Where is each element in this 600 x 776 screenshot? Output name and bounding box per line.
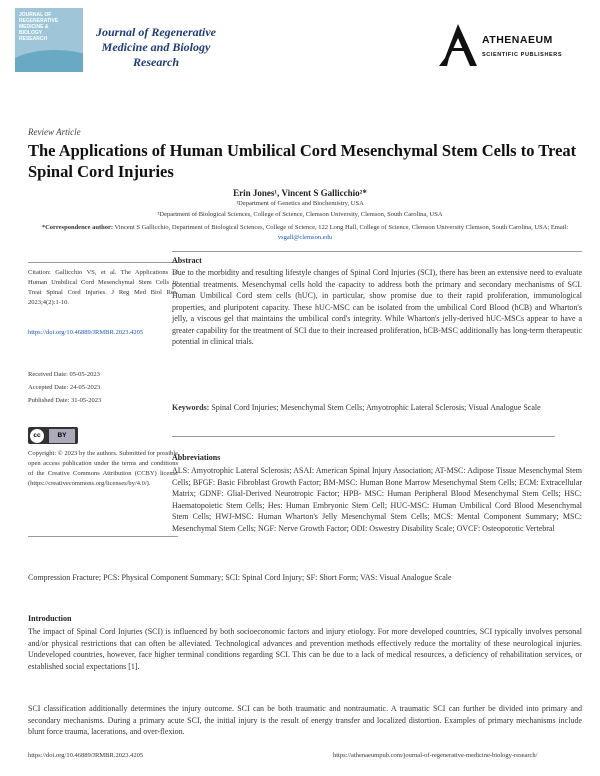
email-link[interactable]: vsgall@clemson.edu bbox=[277, 234, 333, 241]
affiliation-1: ¹Department of Genetics and Biochemistry, USA bbox=[236, 200, 364, 207]
article-type: Review Article bbox=[28, 127, 81, 137]
journal-title: Journal of Regenerative Medicine and Biology Research bbox=[96, 25, 216, 69]
publisher-logo-icon bbox=[437, 22, 479, 68]
keywords-rule bbox=[172, 436, 555, 437]
cover-wave-graphic bbox=[15, 50, 83, 72]
keywords-text: Spinal Cord Injuries; Mesenchymal Stem Cells; Amyotrophic Lateral Sclerosis; Visual Analogue Scale bbox=[209, 403, 541, 412]
abstract-text: Due to the morbidity and resulting lifestyle changes of Spinal Cord Injuries (SCI), there has been an extensive need to evaluate potential treatments. Mesenchymal cells hold the capacity to address both the primary and secondary mechanisms of SCI. Human Umbilical Cord stem cells (hUC), in particular, show promise due to their rapid proliferation, immunological properties, and pluripotent capacity. These hUC-MSC can be isolated from the umbilical Cord Blood (hCB) and Wharton's jelly, a viscous gel that maintains the umbilical cord's integrity. While Wharton's jelly-derived hUC-MSCs appear to have a greater capability for the treatment of SCI due to their increased proliferation, hCB-MSC additionally has long-term therapeutic potential in clinical trials. bbox=[172, 268, 582, 346]
cover-text: JOURNAL OF REGENERATIVE MEDICINE & BIOLOGY RESEARCH bbox=[19, 12, 59, 42]
correspondence-label: *Correspondence author: bbox=[41, 224, 114, 231]
abstract-heading: Abstract bbox=[172, 256, 202, 265]
introduction-paragraph-1: The impact of Spinal Cord Injuries (SCI) is influenced by both socioeconomic factors and injury etiology. For more developed countries, SCI typically involves personal and/or physical restrictions that can often be alleviated. Technological advances and prevention methods effectively reduce the mortality of these neurological injuries. Undeveloped countries, however, face higher terminal conditions regarding SCI. This can be due to a lack of medical resources, a deficiency of rehabilitation services, or established social expectations [1]. bbox=[28, 627, 582, 671]
affiliation-2: ²Department of Biological Sciences, College of Science, Clemson University, Clemson, South Carolina, USA bbox=[157, 211, 443, 218]
introduction-paragraph-2: SCI classification additionally determines the injury outcome. SCI can be both traumatic and nontraumatic. A traumatic SCI can further be divided into primary and secondary mechanisms. During a primary acute SCI, the initial injury is the result of energy transfer and localized distortion. Examples of primary mechanisms include blunt force trauma, lacerations, and over-flexion. bbox=[28, 704, 582, 736]
journal-cover-thumbnail bbox=[15, 8, 83, 72]
citation-doi-link[interactable]: https://doi.org/10.46889/JRMBR.2023.4205 bbox=[28, 329, 144, 336]
abstract-top-rule bbox=[172, 251, 582, 252]
abbreviations-text-continued: Compression Fracture; PCS: Physical Component Summary; SCI: Spinal Cord Injury; SF: Short Form; VAS: Visual Analogue Scale bbox=[28, 573, 452, 582]
footer-doi-link[interactable]: https://doi.org/10.46889/JRMBR.2023.4205 bbox=[28, 752, 144, 759]
abbreviations-text: ALS: Amyotrophic Lateral Sclerosis; ASAI: American Spinal Injury Association; AT-MSC: Adipose Tissue Mesenchymal Stem Cells; BFGF: Basic Fibroblast Growth Factor; BM-MSC: Human Bone Marrow Mesenchymal Stem Cells; ECM: Extracellular Matrix; GDNF: Glial-Derived Neurotropic Factor; HPB- MSC: Human Peripheral Blood Mesenchymal Stem Cells; HSC: Haematopoietic Stem Cells; Hes: Human Embryonic Stem Cell; HUC-MSC: Human Umbilical Cord Blood Mesenchymal Stem Cells; HWJ-MSC: Human Wharton's Jelly Mesenchymal Stem Cells; MCS: Mental Component Summary; MSC: Mesenchymal Stem Cells; NGF: Nerve Growth Factor; ODI: Oswestry Disability Scale; OVCF: Osteoporotic Vertebral bbox=[172, 466, 582, 533]
publisher-subtitle: SCIENTIFIC PUBLISHERS bbox=[482, 52, 563, 58]
received-date: Received Date: 05-05-2023 bbox=[28, 371, 100, 378]
publisher-name: ATHENAEUM bbox=[482, 34, 553, 46]
author-list: Erin Jones¹, Vincent S Gallicchio²* bbox=[233, 188, 367, 198]
accepted-date: Accepted Date: 24-05-2023 bbox=[28, 384, 101, 391]
cc-by-license-badge[interactable] bbox=[28, 427, 78, 444]
correspondence bbox=[40, 223, 570, 243]
abbreviations-heading: Abbreviations bbox=[172, 453, 221, 462]
sidebar-bottom-rule bbox=[28, 536, 178, 537]
cc-icon: cc bbox=[30, 429, 44, 443]
published-date: Published Date: 31-05-2023 bbox=[28, 397, 102, 404]
citation-text: Citation: Gallicchio VS, et al. The Applications of Human Umbilical Cord Mesenchymal Stem Cells to Treat Spinal Cord Injuries. J Reg Med Biol Res. 2023;4(2):1-10. bbox=[28, 269, 178, 306]
copyright-text: Copyright: © 2023 by the authors. Submitted for possible open access publication under the terms and conditions of the Creative Commons Attribution (CCBY) license (https://creativecommons.org/licenses/by/4.0/). bbox=[28, 450, 178, 487]
correspondence-text: Vincent S Gallicchio, Department of Biological Sciences, College of Science, 122 Long Hall, College of Science, Clemson University Clemson, South Carolina, USA; Email: bbox=[113, 224, 569, 231]
footer-journal-url[interactable]: https://athenaeumpub.com/journal-of-regenerative-medicine-biology-research/ bbox=[333, 752, 538, 759]
sidebar-top-rule bbox=[28, 262, 178, 263]
by-icon: BY bbox=[49, 429, 75, 443]
introduction-heading: Introduction bbox=[28, 614, 72, 623]
article-title: The Applications of Human Umbilical Cord Mesenchymal Stem Cells to Treat Spinal Cord Injuries bbox=[28, 141, 577, 181]
keywords-label: Keywords: bbox=[172, 403, 210, 412]
keywords bbox=[172, 402, 582, 414]
